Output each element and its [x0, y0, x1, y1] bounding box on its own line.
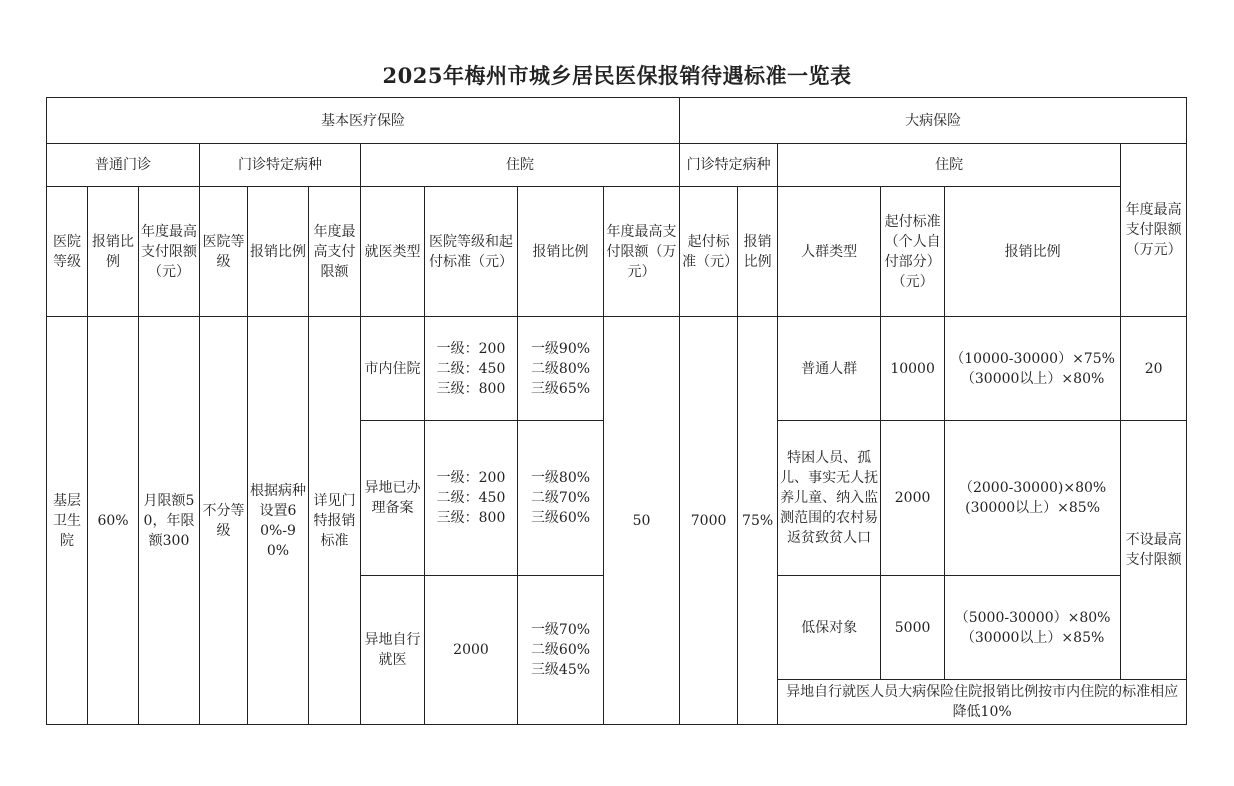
inpatient-threshold-value: 一级：200 二级：450 三级：800 — [425, 421, 518, 576]
basic-outpatient-header: 普通门诊 — [47, 144, 200, 187]
serious-special-header: 门诊特定病种 — [680, 144, 778, 187]
inpatient-ratio-value: 一级80% 二级70% 三级60% — [518, 421, 604, 576]
group-threshold-value: 10000 — [881, 317, 945, 421]
basic-special-header: 门诊特定病种 — [200, 144, 361, 187]
inpatient-type-value: 异地已办理备案 — [361, 421, 425, 576]
serious-annual-limit-value: 不设最高支付限额 — [1121, 421, 1187, 680]
group-type-value: 特困人员、孤儿、事实无人抚养儿童、纳入监测范围的农村易返贫致贫人口 — [778, 421, 881, 576]
serious-special-ratio-value: 75% — [738, 317, 778, 725]
inpatient-ratio-value: 一级70% 二级60% 三级45% — [518, 576, 604, 725]
serious-annual-limit-value: 20 — [1121, 317, 1187, 421]
col-ratio: 报销比例 — [518, 187, 604, 317]
serious-annual-limit-header: 年度最高支付限额（万元） — [1121, 144, 1187, 317]
group-type-value: 低保对象 — [778, 576, 881, 680]
col-hospital-level: 医院等级 — [47, 187, 88, 317]
benefit-table — [46, 97, 1187, 725]
outpatient-ratio-value: 60% — [88, 317, 139, 725]
inpatient-threshold-value: 一级：200 二级：450 三级：800 — [425, 317, 518, 421]
group-ratio-value: （2000-30000)×80% (30000以上）×85% — [945, 421, 1121, 576]
col-annual-limit: 年度最高支付限额（元） — [139, 187, 200, 317]
col-ratio: 报销比例 — [248, 187, 309, 317]
group-type-value: 普通人群 — [778, 317, 881, 421]
col-annual-limit: 年度最高支付限额 — [309, 187, 361, 317]
col-ratio: 报销比例 — [738, 187, 778, 317]
col-group-type: 人群类型 — [778, 187, 881, 317]
col-threshold: 起付标准（元） — [680, 187, 738, 317]
inpatient-type-value: 异地自行就医 — [361, 576, 425, 725]
basic-inpatient-header: 住院 — [361, 144, 680, 187]
col-threshold: 起付标准（个人自付部分）（元） — [881, 187, 945, 317]
inpatient-ratio-value: 一级90% 二级80% 三级65% — [518, 317, 604, 421]
serious-inpatient-header: 住院 — [778, 144, 1121, 187]
col-annual-limit: 年度最高支付限额（万元） — [604, 187, 680, 317]
serious-special-threshold-value: 7000 — [680, 317, 738, 725]
hospital-level-value: 基层卫生院 — [47, 317, 88, 725]
group-ratio-value: （5000-30000）×80% （30000以上）×85% — [945, 576, 1121, 680]
special-ratio-value: 根据病种设置60%-90% — [248, 317, 309, 725]
inpatient-threshold-value: 2000 — [425, 576, 518, 725]
inpatient-annual-limit-value: 50 — [604, 317, 680, 725]
group-threshold-value: 2000 — [881, 421, 945, 576]
outpatient-limit-value: 月限额50，年限额300 — [139, 317, 200, 725]
group-ratio-value: （10000-30000）×75% （30000以上）×80% — [945, 317, 1121, 421]
serious-note: 异地自行就医人员大病保险住院报销比例按市内住院的标准相应降低10% — [778, 680, 1187, 725]
col-hospital-level: 医院等级 — [200, 187, 248, 317]
col-ratio: 报销比例 — [945, 187, 1121, 317]
group-threshold-value: 5000 — [881, 576, 945, 680]
page-title: 2025年梅州市城乡居民医保报销待遇标准一览表 — [382, 63, 852, 88]
special-level-value: 不分等级 — [200, 317, 248, 725]
inpatient-type-value: 市内住院 — [361, 317, 425, 421]
section-serious-header: 大病保险 — [680, 98, 1187, 144]
col-level-threshold: 医院等级和起付标准（元） — [425, 187, 518, 317]
section-basic-header: 基本医疗保险 — [47, 98, 680, 144]
col-ratio: 报销比例 — [88, 187, 139, 317]
special-limit-value: 详见门特报销标准 — [309, 317, 361, 725]
col-visit-type: 就医类型 — [361, 187, 425, 317]
